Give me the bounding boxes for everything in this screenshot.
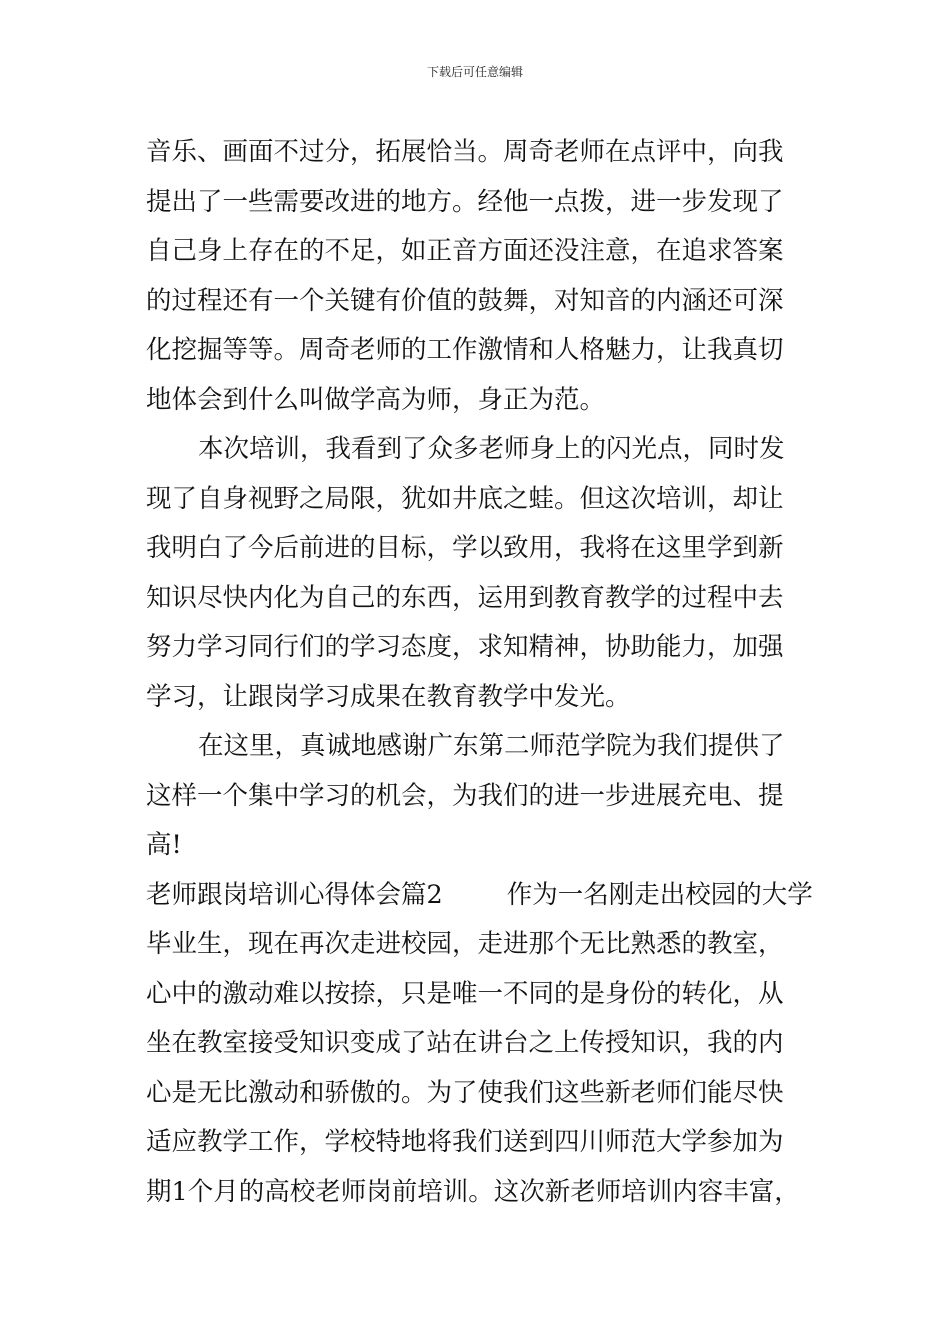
text-line: 化挖掘等等。周奇老师的工作激情和人格魅力，让我真切: [146, 335, 784, 365]
text-line: 本次培训，我看到了众多老师身上的闪光点，同时发: [198, 434, 785, 464]
text-line: 努力学习同行们的学习态度，求知精神，协助能力，加强: [146, 632, 784, 662]
text-line: 地体会到什么叫做学高为师，身正为范。: [146, 384, 606, 415]
text-line: 适应教学工作，学校特地将我们送到四川师范大学参加为: [146, 1127, 784, 1157]
document-body: [146, 128, 816, 1217]
text-line: 高!: [146, 830, 182, 860]
text-line: 提出了一些需要改进的地方。经他一点拨，进一步发现了: [146, 186, 784, 217]
text-line: 音乐、画面不过分，拓展恰当。周奇老师在点评中，向我: [146, 137, 784, 167]
text-line: 毕业生，现在再次走进校园，走进那个无比熟悉的教室，: [146, 929, 784, 959]
text-line: 在这里，真诚地感谢广东第二师范学院为我们提供了: [198, 731, 785, 761]
text-line: 期1个月的高校老师岗前培训。这次新老师培训内容丰富，: [146, 1176, 800, 1207]
text-line: 心中的激动难以按捺，只是唯一不同的是身份的转化，从: [146, 978, 784, 1009]
text-line: 的过程还有一个关键有价值的鼓舞，对知音的内涵还可深: [146, 285, 784, 316]
page-header: 下载后可任意编辑: [426, 65, 523, 79]
text-line: 我明白了今后前进的目标，学以致用，我将在这里学到新: [146, 533, 784, 563]
text-segment: 作为一名刚走出校园的大学: [506, 879, 813, 910]
text-line: 心是无比激动和骄傲的。为了使我们这些新老师们能尽快: [146, 1077, 784, 1108]
text-line: 现了自身视野之局限，犹如井底之蛙。但这次培训，却让: [146, 483, 784, 514]
text-line: 这样一个集中学习的机会，为我们的进一步进展充电、提: [146, 780, 784, 811]
section-heading: 老师跟岗培训心得体会篇2: [146, 879, 443, 910]
text-line: 学习，让跟岗学习成果在教育教学中发光。: [146, 681, 631, 712]
text-line: 坐在教室接受知识变成了站在讲台之上传授知识，我的内: [146, 1028, 784, 1058]
text-line: 自己身上存在的不足，如正音方面还没注意，在追求答案: [146, 236, 784, 266]
section-heading-line: [146, 871, 816, 921]
text-line: 知识尽快内化为自己的东西，运用到教育教学的过程中去: [146, 582, 784, 613]
